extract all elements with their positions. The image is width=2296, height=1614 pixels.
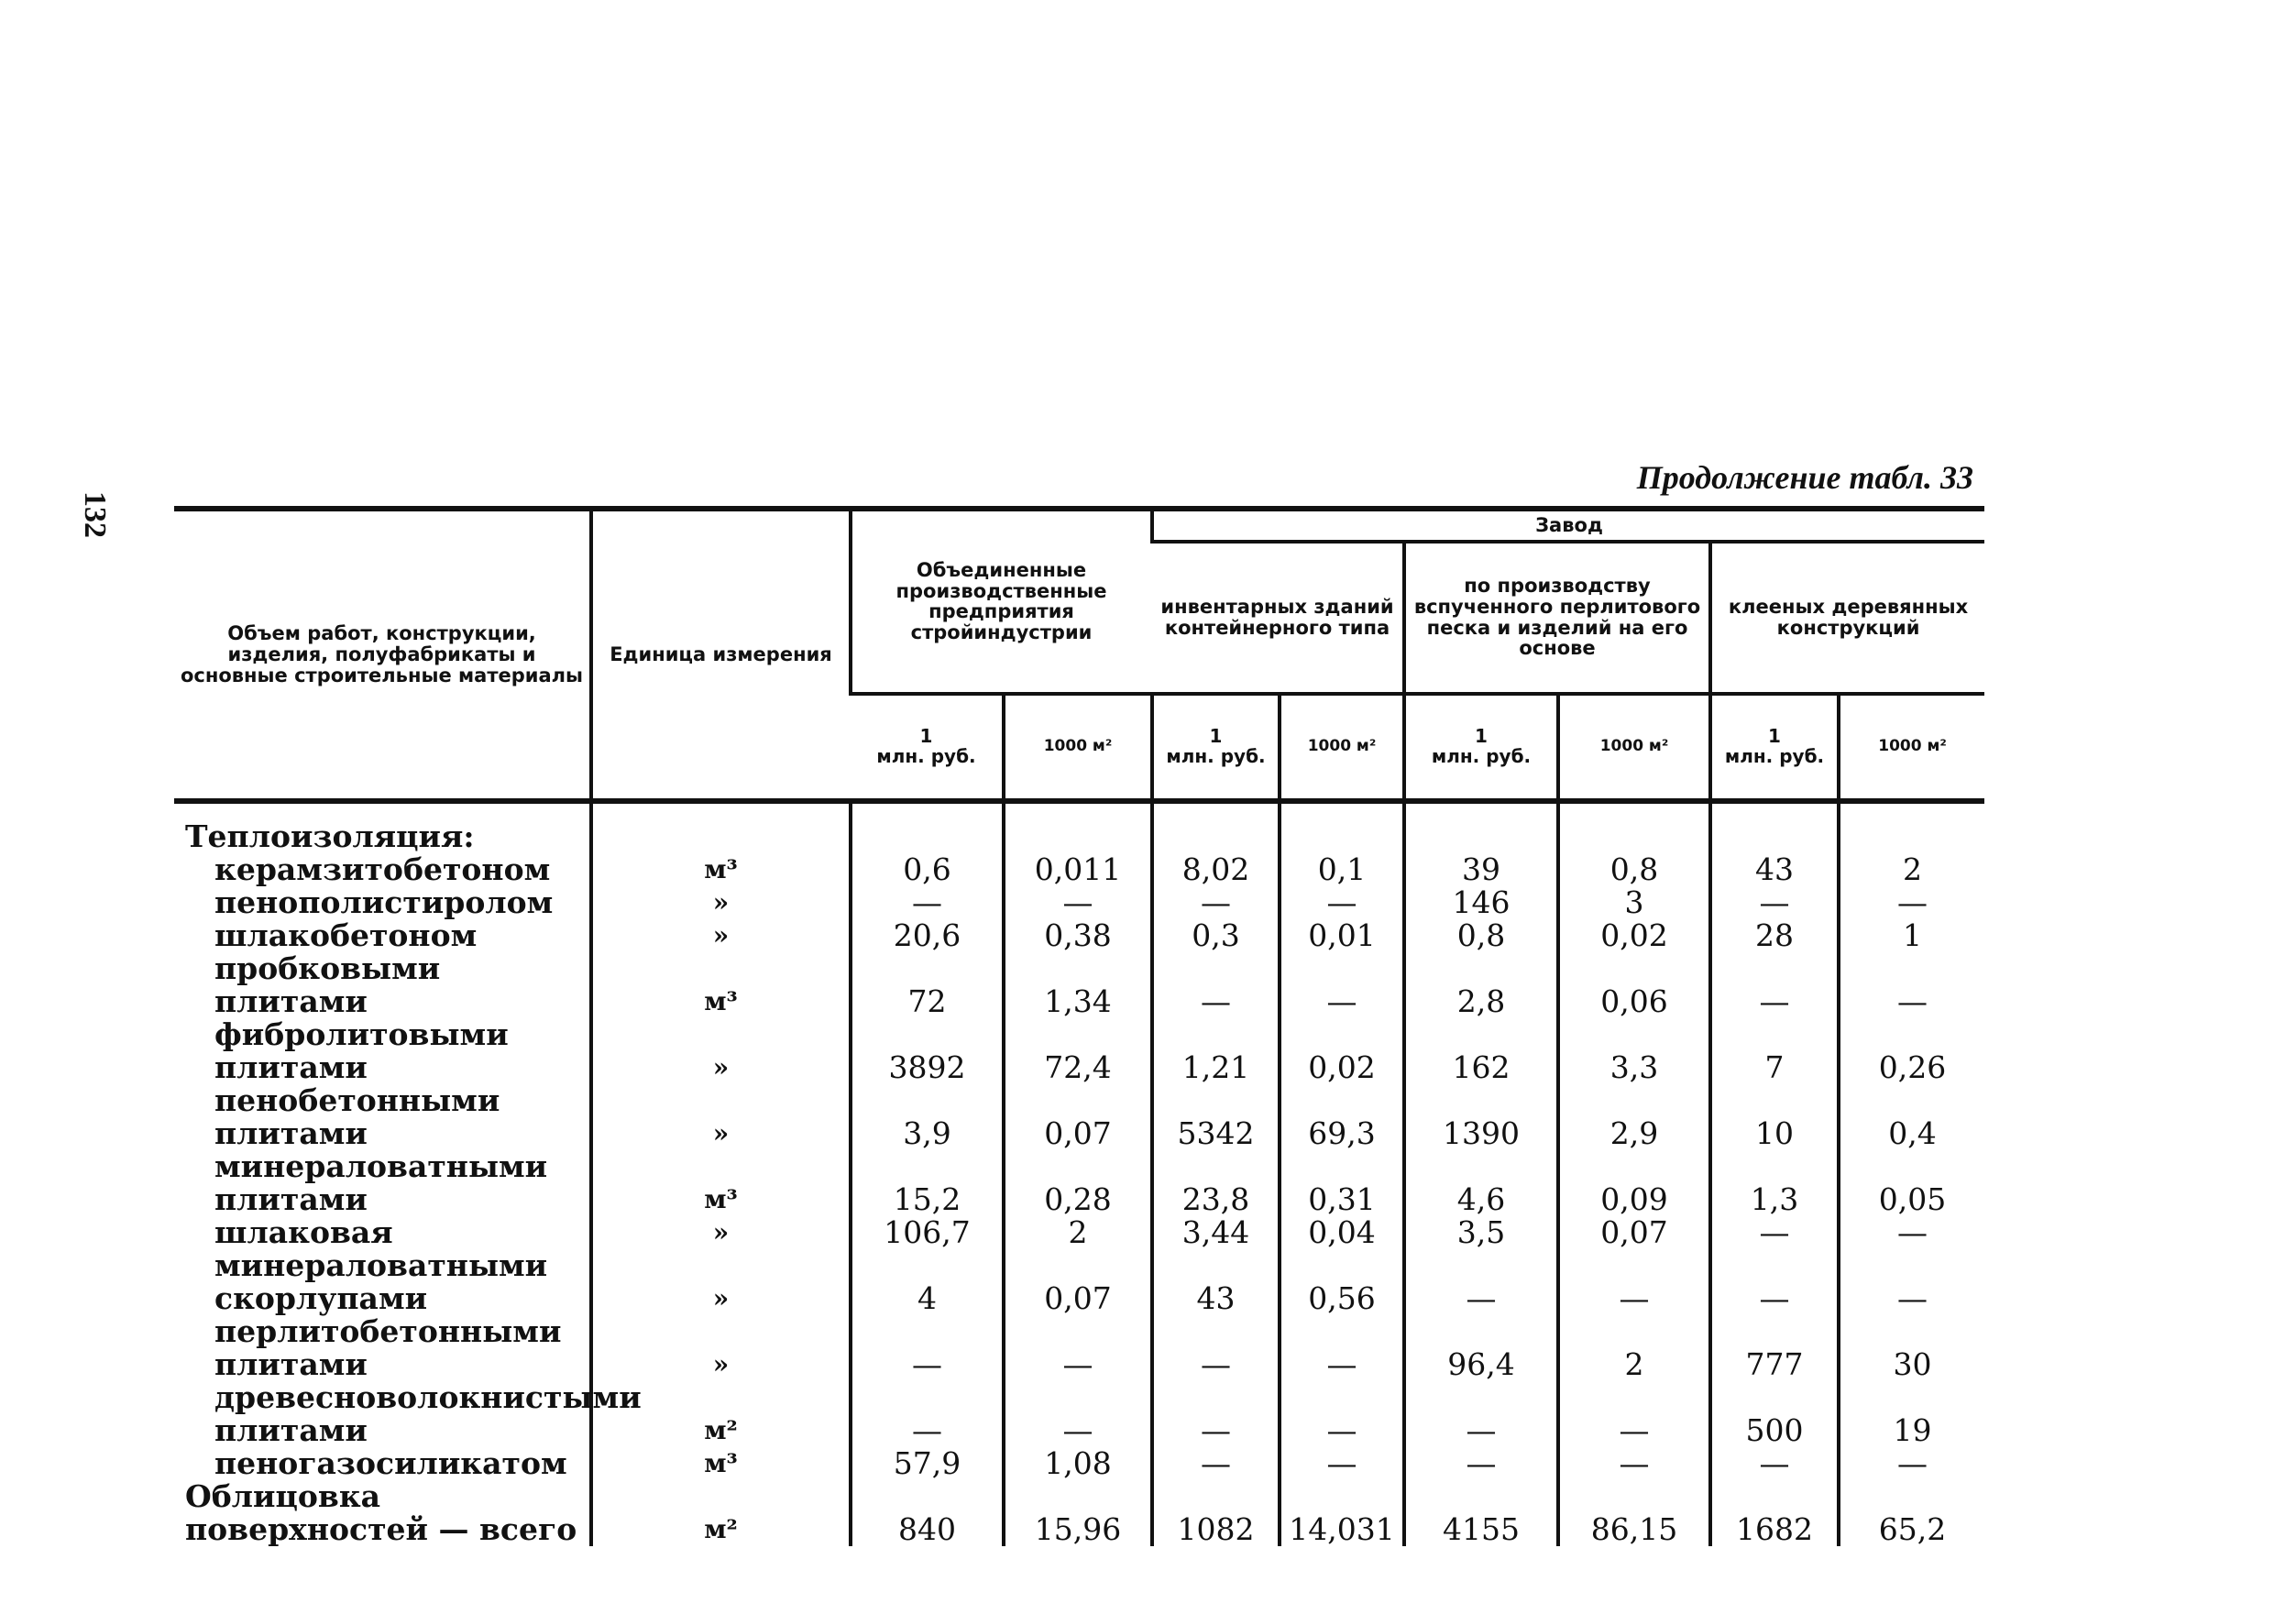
row-value: — <box>1710 1249 1839 1315</box>
table-row <box>174 1084 1984 1150</box>
row-value: 840 <box>851 1480 1004 1546</box>
row-value: 106,7 <box>851 1216 1004 1249</box>
row-value: 8,02 <box>1152 853 1280 886</box>
row-label: пробковыми плитами <box>214 950 441 1019</box>
row-value: 3,5 <box>1404 1216 1558 1249</box>
row-unit: » <box>591 919 851 952</box>
table-row <box>174 1018 1984 1084</box>
row-label: Облицовка поверхностей — всего <box>185 1477 577 1547</box>
row-value: 0,56 <box>1280 1249 1404 1315</box>
row-value: 2 <box>1839 853 1984 886</box>
row-unit <box>591 801 851 853</box>
data-table-container <box>174 506 1984 1546</box>
unit-rub-one: 1 <box>1475 725 1488 748</box>
row-value: 2 <box>1558 1315 1710 1381</box>
row-value: 15,96 <box>1004 1480 1152 1546</box>
row-value: — <box>851 1315 1004 1381</box>
row-value: 3 <box>1558 886 1710 919</box>
row-value: 10 <box>1710 1084 1839 1150</box>
row-unit: » <box>591 886 851 919</box>
row-value: 30 <box>1839 1315 1984 1381</box>
row-value: 0,38 <box>1004 919 1152 952</box>
row-unit: » <box>591 1249 851 1315</box>
table-row <box>174 1480 1984 1546</box>
unit-rub-one: 1 <box>1768 725 1781 748</box>
table-row <box>174 919 1984 952</box>
row-label: древесноволокнистыми плитами <box>214 1378 642 1448</box>
header-sub-perlite: по производству вспученного перлитового песка и изделий на его основе <box>1404 542 1710 694</box>
row-unit: м³ <box>591 853 851 886</box>
header-unit-m2: 1000 м² <box>1280 694 1404 801</box>
header-unit-m2: 1000 м² <box>1558 694 1710 801</box>
row-value: — <box>1710 1447 1839 1480</box>
row-value: 2,9 <box>1558 1084 1710 1150</box>
row-value: 0,01 <box>1280 919 1404 952</box>
row-value: 0,6 <box>851 853 1004 886</box>
unit-rub-label: млн. руб. <box>1166 744 1266 767</box>
row-value: 0,02 <box>1280 1018 1404 1084</box>
row-value: 65,2 <box>1839 1480 1984 1546</box>
row-value: 0,02 <box>1558 919 1710 952</box>
row-value: 72,4 <box>1004 1018 1152 1084</box>
row-value: — <box>1152 886 1280 919</box>
row-value: 39 <box>1404 853 1558 886</box>
row-value: 162 <box>1404 1018 1558 1084</box>
row-value: — <box>1710 886 1839 919</box>
row-value: 28 <box>1710 919 1839 952</box>
row-value: 0,04 <box>1280 1216 1404 1249</box>
row-value: 146 <box>1404 886 1558 919</box>
row-value: 7 <box>1710 1018 1839 1084</box>
row-value: 2,8 <box>1404 952 1558 1018</box>
header-name-column: Объем работ, конструкции, изделия, полуфабрикаты и основные строительные материалы <box>174 509 591 801</box>
row-value: 0,09 <box>1558 1150 1710 1216</box>
row-value: — <box>1152 952 1280 1018</box>
row-value: 4155 <box>1404 1480 1558 1546</box>
unit-rub-label: млн. руб. <box>876 744 976 767</box>
unit-rub-one: 1 <box>1209 725 1223 748</box>
row-value: 43 <box>1152 1249 1280 1315</box>
row-value: — <box>1839 886 1984 919</box>
row-value <box>1839 801 1984 853</box>
row-value: — <box>1152 1315 1280 1381</box>
row-value: 43 <box>1710 853 1839 886</box>
header-unit-rub <box>1404 694 1558 801</box>
row-value: 1390 <box>1404 1084 1558 1150</box>
row-value: 3892 <box>851 1018 1004 1084</box>
table-row <box>174 1249 1984 1315</box>
row-value: 0,011 <box>1004 853 1152 886</box>
row-value: — <box>1152 1447 1280 1480</box>
table-row <box>174 801 1984 853</box>
row-value: 57,9 <box>851 1447 1004 1480</box>
table-row <box>174 1150 1984 1216</box>
row-value: — <box>1710 1216 1839 1249</box>
row-value: 0,31 <box>1280 1150 1404 1216</box>
row-unit: м² <box>591 1480 851 1546</box>
unit-rub-label: млн. руб. <box>1431 744 1532 767</box>
row-value: 3,9 <box>851 1084 1004 1150</box>
row-label: минераловатными скорлупами <box>214 1246 548 1316</box>
row-value: — <box>851 1381 1004 1447</box>
row-value: 0,28 <box>1004 1150 1152 1216</box>
row-value: 23,8 <box>1152 1150 1280 1216</box>
row-value: — <box>1558 1249 1710 1315</box>
row-value: 0,07 <box>1004 1084 1152 1150</box>
row-value: 0,3 <box>1152 919 1280 952</box>
table-row <box>174 886 1984 919</box>
table-row <box>174 952 1984 1018</box>
row-label: шлакобетоном <box>214 917 478 953</box>
row-value: — <box>1152 1381 1280 1447</box>
row-value: 1082 <box>1152 1480 1280 1546</box>
row-value: 500 <box>1710 1381 1839 1447</box>
row-label: шлаковая <box>214 1213 393 1250</box>
row-unit: м³ <box>591 1150 851 1216</box>
row-unit: м³ <box>591 952 851 1018</box>
row-value <box>1152 801 1280 853</box>
row-value: 0,07 <box>1004 1249 1152 1315</box>
row-value: 0,06 <box>1558 952 1710 1018</box>
table-row <box>174 1381 1984 1447</box>
header-sub-glued: клееных деревянных конструкций <box>1710 542 1984 694</box>
data-table <box>174 506 1984 1546</box>
row-label: пенобетонными плитами <box>214 1081 500 1151</box>
row-value: 5342 <box>1152 1084 1280 1150</box>
row-value: — <box>1558 1447 1710 1480</box>
row-value: — <box>1004 1381 1152 1447</box>
row-label: пеногазосиликатом <box>214 1444 567 1481</box>
row-value: 3,3 <box>1558 1018 1710 1084</box>
row-value: 0,26 <box>1839 1018 1984 1084</box>
row-unit: » <box>591 1018 851 1084</box>
row-value: 0,1 <box>1280 853 1404 886</box>
row-value <box>1404 801 1558 853</box>
row-value: 0,05 <box>1839 1150 1984 1216</box>
row-value: — <box>1004 1315 1152 1381</box>
row-value: 14,031 <box>1280 1480 1404 1546</box>
row-value: — <box>1280 886 1404 919</box>
table-row <box>174 1447 1984 1480</box>
row-value: 86,15 <box>1558 1480 1710 1546</box>
row-value: 1682 <box>1710 1480 1839 1546</box>
row-unit: м² <box>591 1381 851 1447</box>
row-value <box>1558 801 1710 853</box>
row-value <box>1710 801 1839 853</box>
row-value: — <box>1404 1447 1558 1480</box>
row-unit: » <box>591 1216 851 1249</box>
row-value: 0,07 <box>1558 1216 1710 1249</box>
row-value: — <box>851 886 1004 919</box>
header-group-ops: Объединенные производственные предприятия стройиндустрии <box>851 509 1152 694</box>
row-value: — <box>1280 1381 1404 1447</box>
row-value: — <box>1839 1447 1984 1480</box>
row-value: — <box>1558 1381 1710 1447</box>
header-unit-rub <box>1710 694 1839 801</box>
table-caption: Продолжение табл. 33 <box>1636 459 1973 496</box>
row-value: 4 <box>851 1249 1004 1315</box>
row-value: — <box>1280 952 1404 1018</box>
row-value: 2 <box>1004 1216 1152 1249</box>
row-label: керамзитобетоном <box>214 851 551 887</box>
row-value: 19 <box>1839 1381 1984 1447</box>
row-value: 15,2 <box>851 1150 1004 1216</box>
row-value: — <box>1839 1249 1984 1315</box>
row-label: Теплоизоляция: <box>185 818 475 854</box>
row-unit: » <box>591 1315 851 1381</box>
row-value <box>1004 801 1152 853</box>
row-value: — <box>1280 1315 1404 1381</box>
row-value: — <box>1839 1216 1984 1249</box>
row-value: — <box>1404 1249 1558 1315</box>
row-value: 96,4 <box>1404 1315 1558 1381</box>
table-row <box>174 1216 1984 1249</box>
header-unit-rub <box>1152 694 1280 801</box>
row-value: 3,44 <box>1152 1216 1280 1249</box>
header-unit-m2: 1000 м² <box>1839 694 1984 801</box>
header-unit-column: Единица измерения <box>591 509 851 801</box>
table-row <box>174 1315 1984 1381</box>
row-value: 777 <box>1710 1315 1839 1381</box>
table-row <box>174 853 1984 886</box>
row-label: минераловатными плитами <box>214 1147 548 1217</box>
table-body <box>174 801 1984 1546</box>
row-unit: м³ <box>591 1447 851 1480</box>
row-label: перлитобетонными плитами <box>214 1312 562 1382</box>
row-value <box>1280 801 1404 853</box>
row-value: — <box>1710 952 1839 1018</box>
row-value: 0,8 <box>1558 853 1710 886</box>
row-value: — <box>1404 1381 1558 1447</box>
row-value: — <box>1839 952 1984 1018</box>
row-value: — <box>1004 886 1152 919</box>
unit-rub-label: млн. руб. <box>1724 744 1825 767</box>
row-label: фибролитовыми плитами <box>214 1016 509 1085</box>
row-value: — <box>1280 1447 1404 1480</box>
row-value: 72 <box>851 952 1004 1018</box>
row-value: 1,34 <box>1004 952 1152 1018</box>
page-number: 132 <box>78 491 112 538</box>
row-value: 4,6 <box>1404 1150 1558 1216</box>
row-value: 1,08 <box>1004 1447 1152 1480</box>
header-group-plant: Завод <box>1152 509 1984 542</box>
unit-rub-one: 1 <box>919 725 933 748</box>
row-value <box>851 801 1004 853</box>
row-value: 0,4 <box>1839 1084 1984 1150</box>
row-value: 0,8 <box>1404 919 1558 952</box>
row-unit: » <box>591 1084 851 1150</box>
row-value: 1 <box>1839 919 1984 952</box>
row-value: 1,21 <box>1152 1018 1280 1084</box>
header-unit-rub <box>851 694 1004 801</box>
header-sub-inventory: инвентарных зданий контейнерного типа <box>1152 542 1404 694</box>
header-unit-m2: 1000 м² <box>1004 694 1152 801</box>
row-value: 69,3 <box>1280 1084 1404 1150</box>
row-label: пенополистиролом <box>214 884 554 920</box>
row-value: 20,6 <box>851 919 1004 952</box>
row-value: 1,3 <box>1710 1150 1839 1216</box>
